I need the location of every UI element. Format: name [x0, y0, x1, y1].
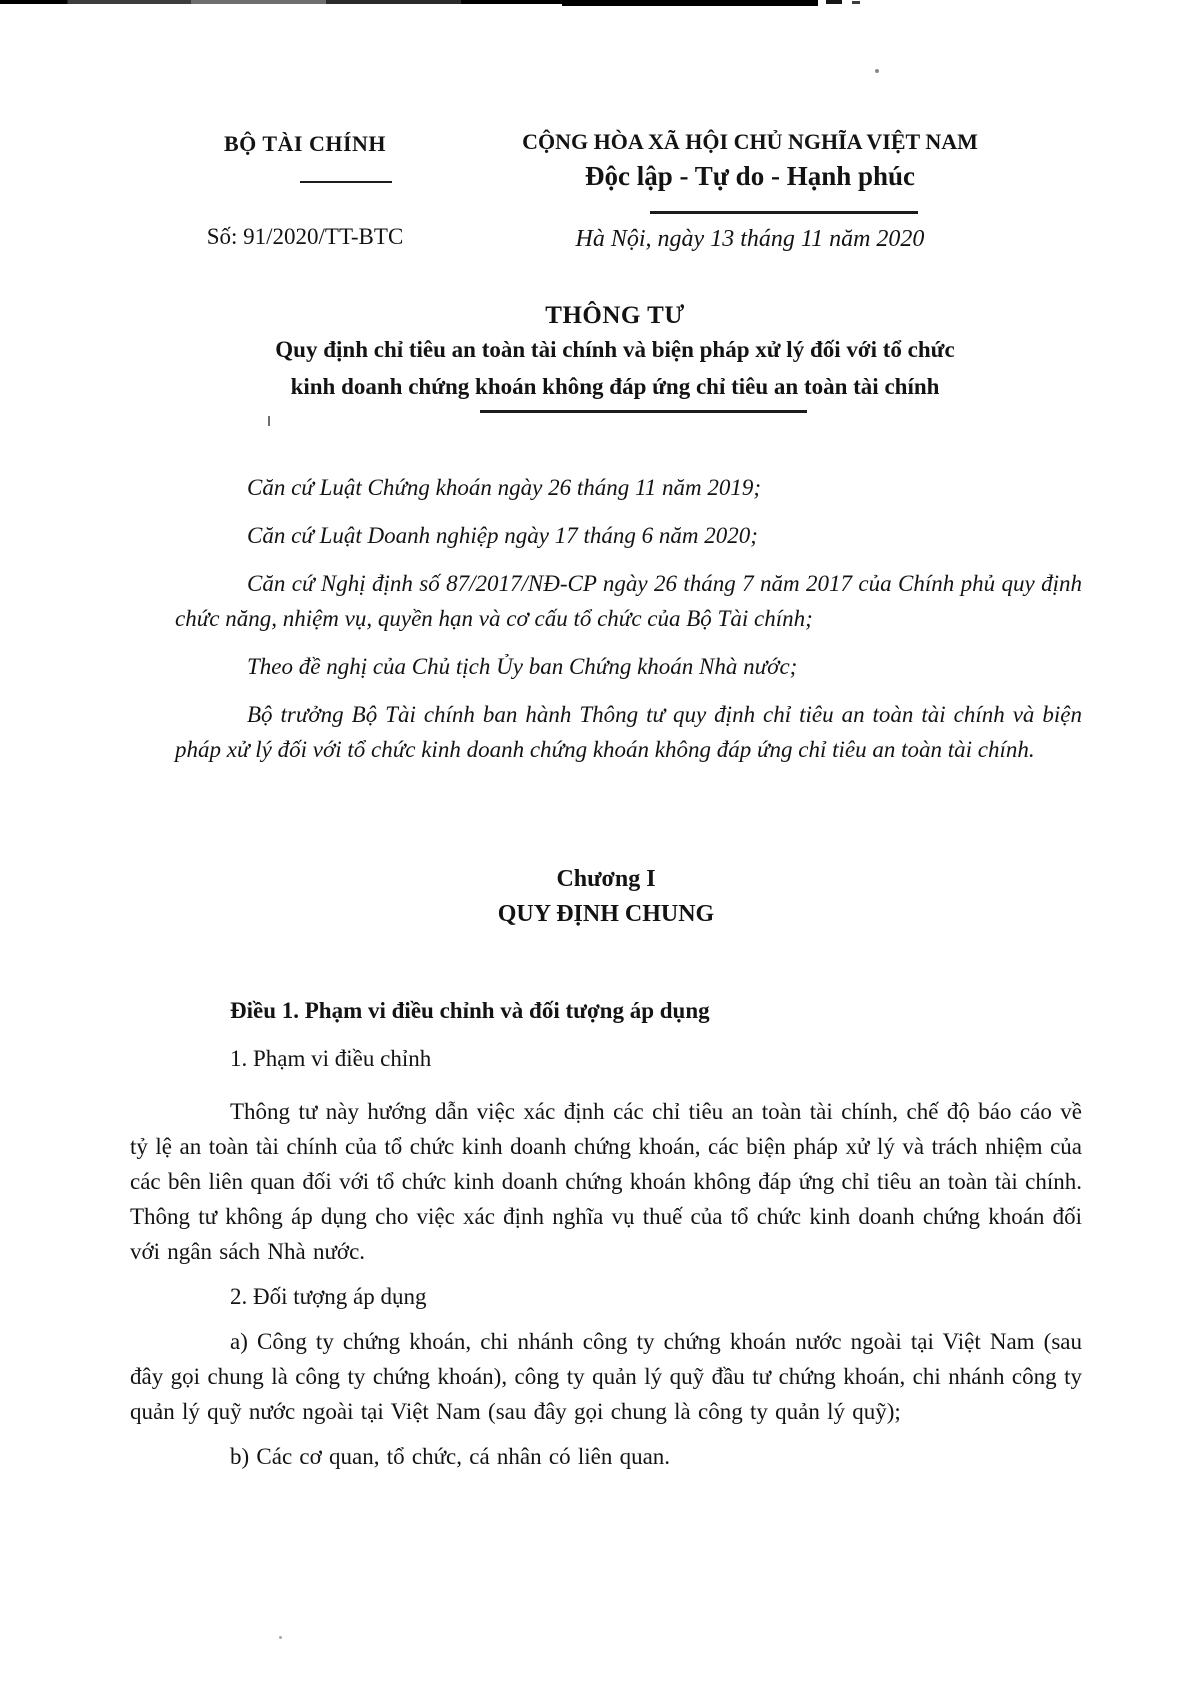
scan-artifact-dash: [826, 0, 842, 4]
scan-artifact-dot: [279, 1636, 282, 1639]
motto-underline: [650, 211, 918, 214]
document-type-heading: THÔNG TƯ: [545, 302, 685, 329]
article-1-section: [130, 993, 1082, 1484]
issuing-agency-name: BỘ TÀI CHÍNH: [223, 131, 387, 156]
title-underline: [480, 410, 807, 413]
clause-2-title: 2. Đối tượng áp dụng: [230, 1284, 427, 1309]
preamble-section: [175, 470, 1082, 780]
preamble-paragraph: Căn cứ Luật Chứng khoán ngày 26 tháng 11 năm 2019;: [247, 475, 762, 500]
preamble-paragraph: Căn cứ Nghị định số 87/2017/NĐ-CP ngày 26 tháng 7 năm 2017 của Chính phủ quy định chức năng, nhiệm vụ, quyền hạn và cơ cấu tổ chức của Bộ Tài chính;: [175, 571, 1082, 631]
chapter-heading: [130, 862, 1082, 932]
scan-artifact-top-line: [0, 0, 562, 4]
article-1-heading: Điều 1. Phạm vi điều chỉnh và đối tượng áp dụng: [230, 998, 710, 1023]
document-title-line-2: kinh doanh chứng khoán không đáp ứng chỉ tiêu an toàn tài chính: [290, 374, 940, 399]
scan-artifact-tick: [268, 416, 270, 426]
clause-2-point-b: b) Các cơ quan, tổ chức, cá nhân có liên quan.: [230, 1444, 671, 1469]
scan-artifact-top-line-thick: [562, 0, 818, 6]
scan-artifact-dash: [852, 1, 860, 4]
clause-2-point-a: a) Công ty chứng khoán, chi nhánh công ty chứng khoán nước ngoài tại Việt Nam (sau đây gọi chung là công ty chứng khoán), công ty quản lý quỹ đầu tư chứng khoán, chi nhánh công ty quản lý quỹ nước ngoài tại Việt Nam (sau đây gọi chung là công ty quản lý quỹ);: [130, 1329, 1082, 1424]
chapter-label: Chương I: [556, 866, 656, 892]
clause-1-body: Thông tư này hướng dẫn việc xác định các chỉ tiêu an toàn tài chính, chế độ báo cáo về tỷ lệ an toàn tài chính của tổ chức kinh doanh chứng khoán, các biện pháp xử lý và trách nhiệm của các bên liên quan đối với tổ chức kinh doanh chứng khoán không đáp ứng chỉ tiêu an toàn tài chính. Thông tư không áp dụng cho việc xác định nghĩa vụ thuế của tổ chức kinh doanh chứng khoán đối với ngân sách Nhà nước.: [130, 1099, 1082, 1264]
preamble-paragraph: Bộ trưởng Bộ Tài chính ban hành Thông tư quy định chỉ tiêu an toàn tài chính và biện pháp xử lý đối với tổ chức kinh doanh chứng khoán không đáp ứng chỉ tiêu an toàn tài chính.: [175, 702, 1082, 762]
national-header: CỘNG HÒA XÃ HỘI CHỦ NGHĨA VIỆT NAM: [522, 129, 978, 154]
chapter-name: QUY ĐỊNH CHUNG: [497, 901, 715, 927]
scan-artifact-dot: [875, 69, 879, 73]
issuer-underline: [300, 181, 392, 183]
preamble-paragraph: Căn cứ Luật Doanh nghiệp ngày 17 tháng 6 năm 2020;: [247, 523, 758, 548]
place-and-date: Hà Nội, ngày 13 tháng 11 năm 2020: [575, 226, 925, 252]
document-number: Số: 91/2020/TT-BTC: [206, 224, 404, 249]
document-title-line-1: Quy định chỉ tiêu an toàn tài chính và biện pháp xử lý đối với tổ chức: [275, 337, 955, 362]
preamble-paragraph: Theo đề nghị của Chủ tịch Ủy ban Chứng khoán Nhà nước;: [247, 654, 798, 679]
national-motto: Độc lập - Tự do - Hạnh phúc: [584, 161, 916, 191]
clause-1-title: 1. Phạm vi điều chỉnh: [230, 1046, 432, 1071]
